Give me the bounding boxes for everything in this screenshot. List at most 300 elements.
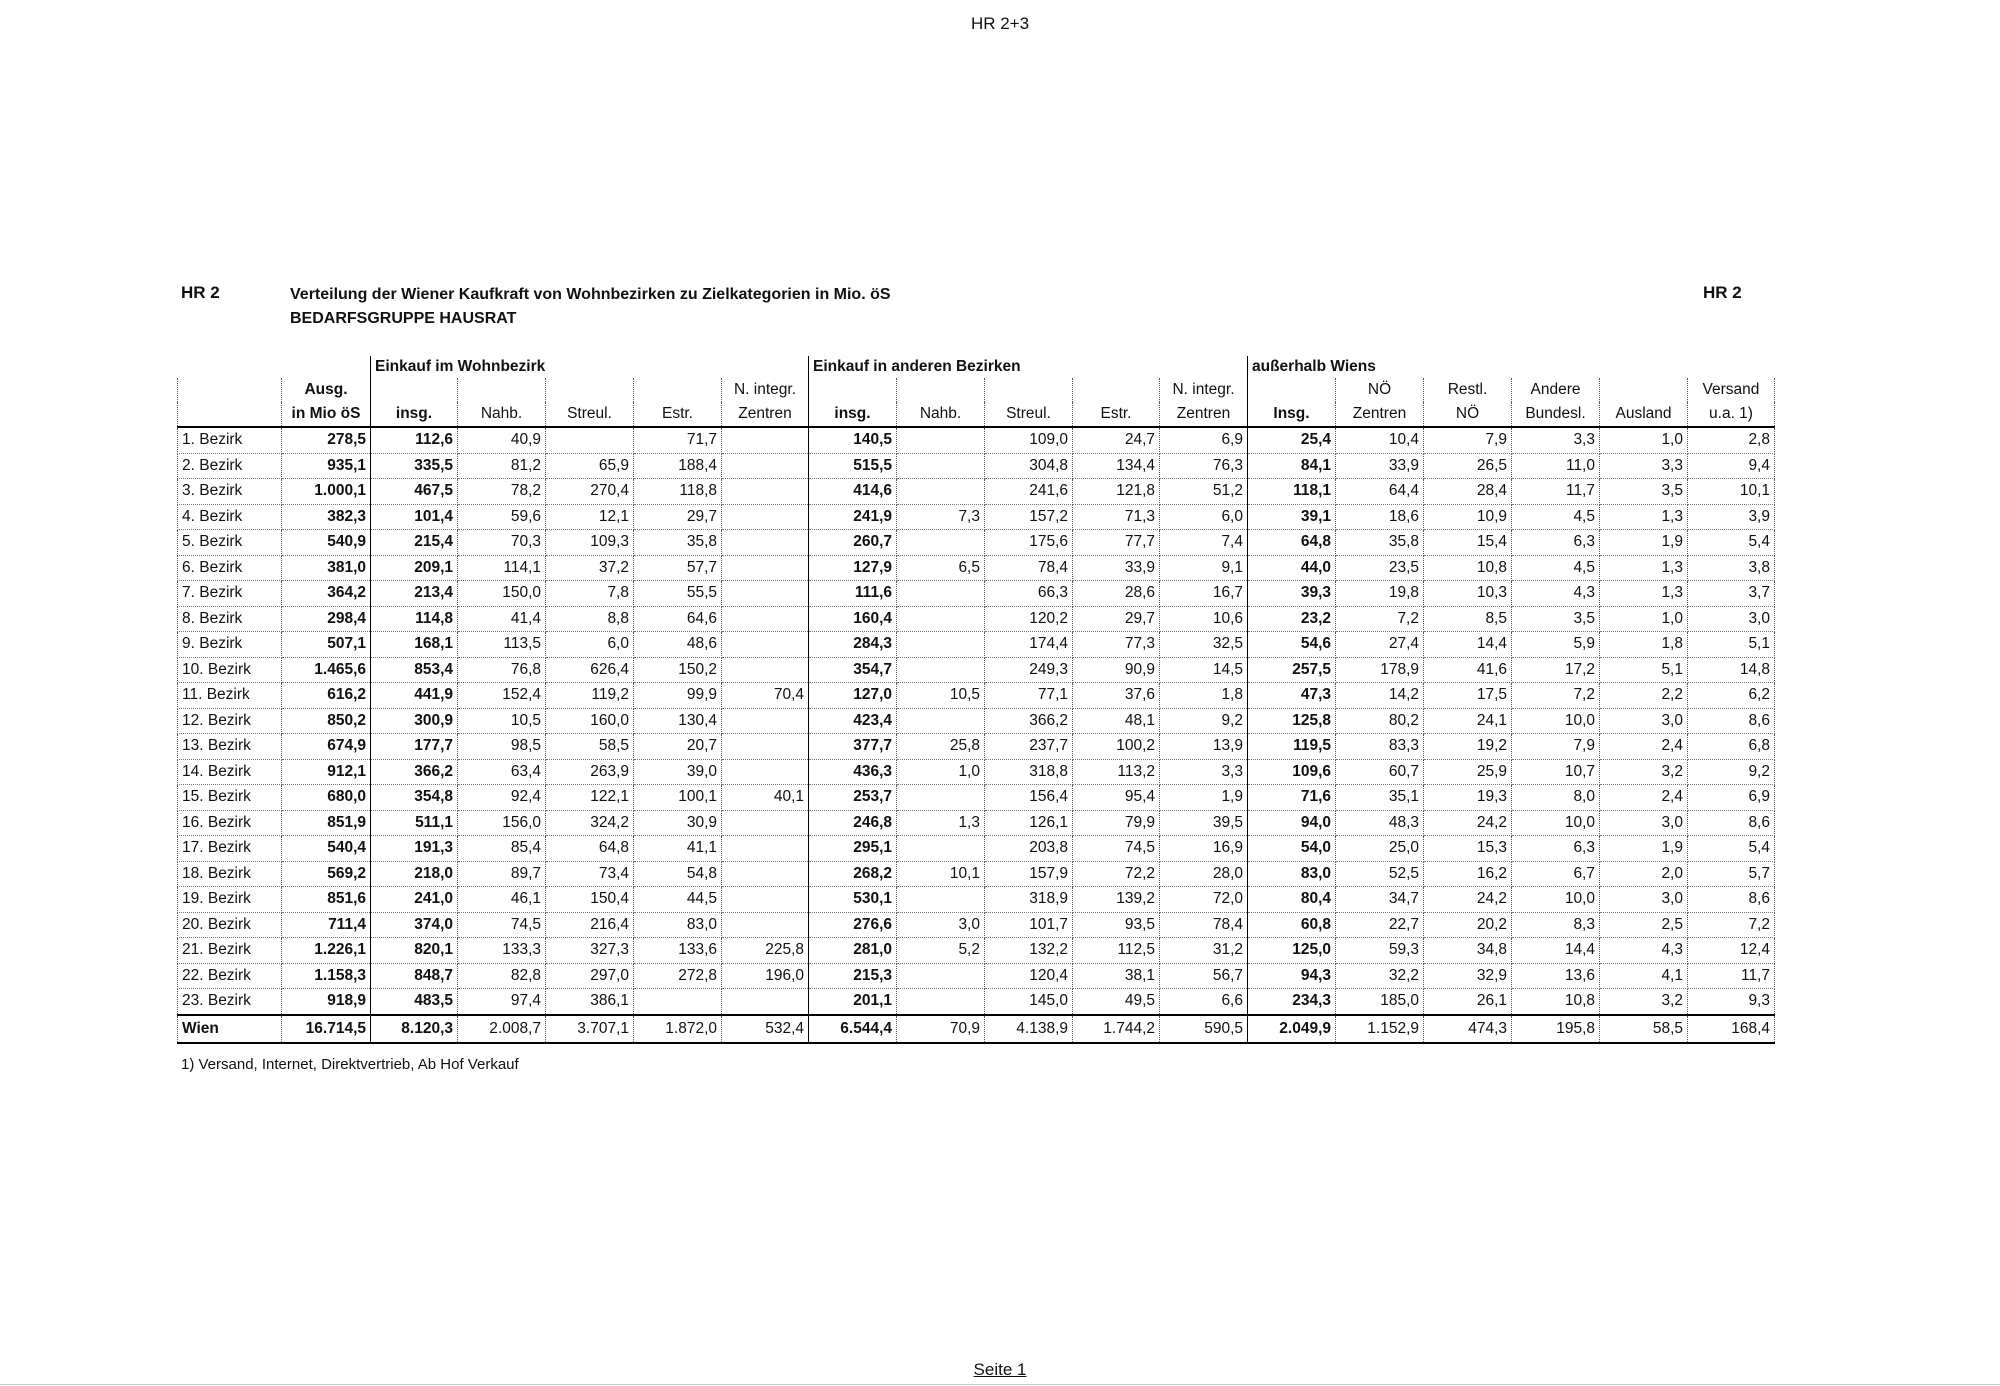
table-cell: 386,1 <box>546 989 634 1015</box>
table-cell: 59,6 <box>458 504 546 530</box>
table-cell: 284,3 <box>809 632 897 658</box>
table-cell: 354,7 <box>809 657 897 683</box>
table-cell: 185,0 <box>1336 989 1424 1015</box>
kaufkraft-table <box>177 356 1775 1044</box>
table-cell: 101,4 <box>371 504 458 530</box>
table-cell: 23,5 <box>1336 555 1424 581</box>
table-cell: 11,7 <box>1512 479 1600 505</box>
table-row <box>178 734 1775 760</box>
page-number-label: Seite 1 <box>973 1360 1027 1379</box>
column-header-cell: Estr. <box>1073 402 1160 427</box>
table-cell: 2,8 <box>1688 427 1775 453</box>
table-cell <box>722 708 809 734</box>
table-cell: 44,5 <box>634 887 722 913</box>
table-cell: 39,0 <box>634 759 722 785</box>
table-cell: 48,3 <box>1336 810 1424 836</box>
table-cell: 441,9 <box>371 683 458 709</box>
table-cell: 191,3 <box>371 836 458 862</box>
table-cell: 19,8 <box>1336 581 1424 607</box>
table-cell: 26,5 <box>1424 453 1512 479</box>
column-header-cell: Ausg. <box>282 378 371 402</box>
table-cell: 335,5 <box>371 453 458 479</box>
table-cell: 10,6 <box>1160 606 1248 632</box>
table-cell: 17,2 <box>1512 657 1600 683</box>
table-cell: 30,9 <box>634 810 722 836</box>
table-cell: 213,4 <box>371 581 458 607</box>
table-cell: 71,7 <box>634 427 722 453</box>
table-cell: 71,6 <box>1248 785 1336 811</box>
table-row <box>178 989 1775 1015</box>
table-cell: 4,1 <box>1600 963 1688 989</box>
table-cell <box>897 427 985 453</box>
table-row <box>178 785 1775 811</box>
table-cell: 48,6 <box>634 632 722 658</box>
table-cell <box>722 912 809 938</box>
district-name-cell: 20. Bezirk <box>178 912 282 938</box>
table-cell: 515,5 <box>809 453 897 479</box>
table-cell: 188,4 <box>634 453 722 479</box>
table-cell: 122,1 <box>546 785 634 811</box>
table-cell: 1,8 <box>1600 632 1688 658</box>
table-cell: 2,4 <box>1600 734 1688 760</box>
total-cell: 195,8 <box>1512 1015 1600 1043</box>
table-cell: 6,8 <box>1688 734 1775 760</box>
table-cell: 1.000,1 <box>282 479 371 505</box>
column-header-row-top <box>178 378 1775 402</box>
table-cell: 8,6 <box>1688 810 1775 836</box>
table-cell: 80,2 <box>1336 708 1424 734</box>
table-row <box>178 963 1775 989</box>
table-cell: 3,0 <box>1600 810 1688 836</box>
table-cell: 33,9 <box>1073 555 1160 581</box>
table-cell <box>897 836 985 862</box>
table-cell: 241,6 <box>985 479 1073 505</box>
table-cell: 28,0 <box>1160 861 1248 887</box>
table-cell: 133,3 <box>458 938 546 964</box>
table-cell: 25,4 <box>1248 427 1336 453</box>
table-cell: 109,0 <box>985 427 1073 453</box>
table-cell: 70,4 <box>722 683 809 709</box>
total-row <box>178 1015 1775 1043</box>
table-cell: 34,8 <box>1424 938 1512 964</box>
table-cell: 257,5 <box>1248 657 1336 683</box>
table-cell <box>722 632 809 658</box>
total-cell: 3.707,1 <box>546 1015 634 1043</box>
footnote: 1) Versand, Internet, Direktvertrieb, Ab Hof Verkauf <box>181 1056 519 1073</box>
table-cell: 298,4 <box>282 606 371 632</box>
table-cell: 5,7 <box>1688 861 1775 887</box>
table-cell: 79,9 <box>1073 810 1160 836</box>
table-row <box>178 657 1775 683</box>
table-cell: 374,0 <box>371 912 458 938</box>
table-cell <box>897 606 985 632</box>
table-cell: 215,4 <box>371 530 458 556</box>
table-cell: 85,4 <box>458 836 546 862</box>
table-cell: 327,3 <box>546 938 634 964</box>
table-cell: 364,2 <box>282 581 371 607</box>
table-cell <box>897 453 985 479</box>
column-header-cell: NÖ <box>1424 402 1512 427</box>
table-cell: 100,2 <box>1073 734 1160 760</box>
district-name-cell: 7. Bezirk <box>178 581 282 607</box>
table-cell: 109,3 <box>546 530 634 556</box>
table-cell: 15,3 <box>1424 836 1512 862</box>
group-header-blank <box>282 356 371 378</box>
table-cell: 507,1 <box>282 632 371 658</box>
table-cell <box>722 759 809 785</box>
table-cell: 7,4 <box>1160 530 1248 556</box>
table-cell: 281,0 <box>809 938 897 964</box>
table-cell <box>722 861 809 887</box>
table-cell <box>722 555 809 581</box>
table-cell: 77,1 <box>985 683 1073 709</box>
table-row <box>178 887 1775 913</box>
table-cell: 14,2 <box>1336 683 1424 709</box>
table-cell: 711,4 <box>282 912 371 938</box>
table-cell <box>897 887 985 913</box>
column-header-cell: in Mio öS <box>282 402 371 427</box>
table-cell: 16,9 <box>1160 836 1248 862</box>
table-cell: 218,0 <box>371 861 458 887</box>
table-cell: 1,3 <box>1600 581 1688 607</box>
table-cell: 71,3 <box>1073 504 1160 530</box>
table-cell: 8,6 <box>1688 708 1775 734</box>
table-cell: 253,7 <box>809 785 897 811</box>
table-cell <box>722 810 809 836</box>
district-name-cell: 23. Bezirk <box>178 989 282 1015</box>
table-cell <box>722 427 809 453</box>
district-name-cell: 22. Bezirk <box>178 963 282 989</box>
column-header-cell: Bundesl. <box>1512 402 1600 427</box>
district-name-cell: 6. Bezirk <box>178 555 282 581</box>
table-cell: 39,5 <box>1160 810 1248 836</box>
table-cell: 92,4 <box>458 785 546 811</box>
table-cell: 6,9 <box>1688 785 1775 811</box>
table-cell: 851,6 <box>282 887 371 913</box>
table-row <box>178 861 1775 887</box>
table-cell <box>897 963 985 989</box>
table-cell: 7,8 <box>546 581 634 607</box>
column-header-cell <box>458 378 546 402</box>
column-header-cell: insg. <box>809 402 897 427</box>
table-cell: 1.158,3 <box>282 963 371 989</box>
district-name-cell: 21. Bezirk <box>178 938 282 964</box>
table-cell: 7,9 <box>1424 427 1512 453</box>
table-cell: 64,6 <box>634 606 722 632</box>
table-cell: 28,6 <box>1073 581 1160 607</box>
total-cell: 1.152,9 <box>1336 1015 1424 1043</box>
table-cell: 304,8 <box>985 453 1073 479</box>
table-cell: 20,2 <box>1424 912 1512 938</box>
table-cell: 56,7 <box>1160 963 1248 989</box>
district-name-cell: 9. Bezirk <box>178 632 282 658</box>
table-cell: 203,8 <box>985 836 1073 862</box>
column-header-cell: insg. <box>371 402 458 427</box>
table-cell: 1,3 <box>1600 504 1688 530</box>
table-cell: 483,5 <box>371 989 458 1015</box>
table-row <box>178 427 1775 453</box>
table-cell <box>722 887 809 913</box>
table-cell: 41,1 <box>634 836 722 862</box>
table-cell: 19,2 <box>1424 734 1512 760</box>
table-cell: 74,5 <box>458 912 546 938</box>
column-header-cell: N. integr. <box>1160 378 1248 402</box>
hr-label-left: HR 2 <box>181 283 220 302</box>
table-cell: 1,9 <box>1160 785 1248 811</box>
table-cell: 9,1 <box>1160 555 1248 581</box>
table-cell: 33,9 <box>1336 453 1424 479</box>
table-cell: 17,5 <box>1424 683 1512 709</box>
table-cell: 77,3 <box>1073 632 1160 658</box>
table-cell: 64,8 <box>1248 530 1336 556</box>
table-cell: 10,1 <box>897 861 985 887</box>
table-cell: 935,1 <box>282 453 371 479</box>
table-cell <box>722 581 809 607</box>
total-cell: 16.714,5 <box>282 1015 371 1043</box>
table-cell: 853,4 <box>371 657 458 683</box>
table-cell: 114,8 <box>371 606 458 632</box>
table-cell: 3,5 <box>1512 606 1600 632</box>
table-cell: 272,8 <box>634 963 722 989</box>
total-cell: 1.872,0 <box>634 1015 722 1043</box>
table-cell: 8,5 <box>1424 606 1512 632</box>
table-cell: 65,9 <box>546 453 634 479</box>
table-cell: 5,2 <box>897 938 985 964</box>
table-cell: 6,2 <box>1688 683 1775 709</box>
table-cell: 9,2 <box>1160 708 1248 734</box>
table-cell: 467,5 <box>371 479 458 505</box>
table-cell: 178,9 <box>1336 657 1424 683</box>
table-cell: 626,4 <box>546 657 634 683</box>
column-header-cell: Zentren <box>1336 402 1424 427</box>
table-cell: 1.226,1 <box>282 938 371 964</box>
table-cell: 100,1 <box>634 785 722 811</box>
table-cell: 10,0 <box>1512 887 1600 913</box>
table-cell: 126,1 <box>985 810 1073 836</box>
total-cell: 2.049,9 <box>1248 1015 1336 1043</box>
table-cell: 156,4 <box>985 785 1073 811</box>
table-row <box>178 530 1775 556</box>
table-cell <box>897 632 985 658</box>
table-cell <box>897 530 985 556</box>
table-row <box>178 555 1775 581</box>
table-cell: 83,0 <box>1248 861 1336 887</box>
table-cell: 5,4 <box>1688 530 1775 556</box>
table-cell: 19,3 <box>1424 785 1512 811</box>
table-cell: 278,5 <box>282 427 371 453</box>
table-cell: 77,7 <box>1073 530 1160 556</box>
table-cell <box>897 657 985 683</box>
table-cell: 4,5 <box>1512 555 1600 581</box>
table-cell <box>722 606 809 632</box>
table-cell: 119,5 <box>1248 734 1336 760</box>
table-cell: 52,5 <box>1336 861 1424 887</box>
table-cell: 99,9 <box>634 683 722 709</box>
table-cell: 32,2 <box>1336 963 1424 989</box>
table-cell: 97,4 <box>458 989 546 1015</box>
table-cell: 118,8 <box>634 479 722 505</box>
column-header-cell: Zentren <box>1160 402 1248 427</box>
table-cell: 10,1 <box>1688 479 1775 505</box>
column-header-cell: Nahb. <box>897 402 985 427</box>
column-header-cell: Ausland <box>1600 402 1688 427</box>
column-header-row-bottom <box>178 402 1775 427</box>
table-cell: 177,7 <box>371 734 458 760</box>
total-cell: 58,5 <box>1600 1015 1688 1043</box>
total-cell: 1.744,2 <box>1073 1015 1160 1043</box>
table-cell <box>897 581 985 607</box>
column-header-cell <box>371 378 458 402</box>
table-cell: 118,1 <box>1248 479 1336 505</box>
table-cell: 26,1 <box>1424 989 1512 1015</box>
total-label-cell: Wien <box>178 1015 282 1043</box>
table-cell: 680,0 <box>282 785 371 811</box>
district-name-cell: 8. Bezirk <box>178 606 282 632</box>
table-cell: 10,3 <box>1424 581 1512 607</box>
table-cell: 24,2 <box>1424 887 1512 913</box>
table-cell: 37,6 <box>1073 683 1160 709</box>
table-cell: 297,0 <box>546 963 634 989</box>
table-cell: 540,9 <box>282 530 371 556</box>
table-cell: 237,7 <box>985 734 1073 760</box>
table-cell: 29,7 <box>634 504 722 530</box>
table-cell: 38,1 <box>1073 963 1160 989</box>
table-cell: 7,9 <box>1512 734 1600 760</box>
table-cell: 241,9 <box>809 504 897 530</box>
table-row <box>178 606 1775 632</box>
table-cell: 3,9 <box>1688 504 1775 530</box>
table-cell: 70,3 <box>458 530 546 556</box>
table-cell: 246,8 <box>809 810 897 836</box>
table-cell: 139,2 <box>1073 887 1160 913</box>
table-cell: 2,2 <box>1600 683 1688 709</box>
table-cell: 13,9 <box>1160 734 1248 760</box>
table-cell: 44,0 <box>1248 555 1336 581</box>
table-cell: 6,0 <box>1160 504 1248 530</box>
district-name-cell: 10. Bezirk <box>178 657 282 683</box>
table-cell: 1,3 <box>1600 555 1688 581</box>
table-cell: 89,7 <box>458 861 546 887</box>
table-cell: 10,7 <box>1512 759 1600 785</box>
table-cell: 918,9 <box>282 989 371 1015</box>
table-cell: 196,0 <box>722 963 809 989</box>
table-cell: 241,0 <box>371 887 458 913</box>
table-cell: 15,4 <box>1424 530 1512 556</box>
table-cell <box>897 785 985 811</box>
total-cell: 474,3 <box>1424 1015 1512 1043</box>
table-cell: 276,6 <box>809 912 897 938</box>
table-cell: 5,4 <box>1688 836 1775 862</box>
table-cell: 6,3 <box>1512 836 1600 862</box>
table-cell: 569,2 <box>282 861 371 887</box>
table-cell: 132,2 <box>985 938 1073 964</box>
table-cell: 318,9 <box>985 887 1073 913</box>
column-header-cell <box>1073 378 1160 402</box>
table-cell: 5,1 <box>1600 657 1688 683</box>
table-cell: 145,0 <box>985 989 1073 1015</box>
table-cell: 7,2 <box>1512 683 1600 709</box>
table-cell: 63,4 <box>458 759 546 785</box>
table-cell: 74,5 <box>1073 836 1160 862</box>
district-name-cell: 4. Bezirk <box>178 504 282 530</box>
table-cell: 2,5 <box>1600 912 1688 938</box>
group-header-andere: Einkauf in anderen Bezirken <box>809 356 1248 378</box>
district-name-cell: 3. Bezirk <box>178 479 282 505</box>
table-cell: 3,7 <box>1688 581 1775 607</box>
total-cell: 168,4 <box>1688 1015 1775 1043</box>
column-header-cell: Andere <box>1512 378 1600 402</box>
total-cell: 70,9 <box>897 1015 985 1043</box>
table-cell: 2,0 <box>1600 861 1688 887</box>
table-cell: 66,3 <box>985 581 1073 607</box>
table-cell: 84,1 <box>1248 453 1336 479</box>
table-cell: 31,2 <box>1160 938 1248 964</box>
district-name-cell: 17. Bezirk <box>178 836 282 862</box>
table-cell: 83,0 <box>634 912 722 938</box>
table-cell: 60,8 <box>1248 912 1336 938</box>
table-cell: 10,8 <box>1512 989 1600 1015</box>
column-header-cell: Estr. <box>634 402 722 427</box>
table-cell: 850,2 <box>282 708 371 734</box>
table-cell: 263,9 <box>546 759 634 785</box>
table-cell: 58,5 <box>546 734 634 760</box>
title-line-1: Verteilung der Wiener Kaufkraft von Wohnbezirken zu Zielkategorien in Mio. öS <box>290 286 891 303</box>
table-cell: 9,4 <box>1688 453 1775 479</box>
table-cell: 40,1 <box>722 785 809 811</box>
table-cell: 300,9 <box>371 708 458 734</box>
table-cell <box>897 479 985 505</box>
table-cell: 32,9 <box>1424 963 1512 989</box>
district-name-cell: 19. Bezirk <box>178 887 282 913</box>
table-cell: 13,6 <box>1512 963 1600 989</box>
table-cell: 4,5 <box>1512 504 1600 530</box>
table-cell: 27,4 <box>1336 632 1424 658</box>
table-cell: 76,8 <box>458 657 546 683</box>
table-cell: 11,7 <box>1688 963 1775 989</box>
table-cell: 511,1 <box>371 810 458 836</box>
table-cell: 209,1 <box>371 555 458 581</box>
table-title <box>290 283 891 331</box>
table-cell: 4,3 <box>1600 938 1688 964</box>
table-cell: 10,5 <box>458 708 546 734</box>
title-line-2: BEDARFSGRUPPE HAUSRAT <box>290 310 517 327</box>
table-cell: 95,4 <box>1073 785 1160 811</box>
table-cell: 5,1 <box>1688 632 1775 658</box>
table-cell: 381,0 <box>282 555 371 581</box>
hr-label-right: HR 2 <box>1703 283 1742 302</box>
table-cell: 160,0 <box>546 708 634 734</box>
table-cell: 130,4 <box>634 708 722 734</box>
table-cell: 98,5 <box>458 734 546 760</box>
column-header-cell: Insg. <box>1248 402 1336 427</box>
table-cell: 156,0 <box>458 810 546 836</box>
district-name-cell: 12. Bezirk <box>178 708 282 734</box>
column-header-cell: Restl. <box>1424 378 1512 402</box>
table-cell: 112,6 <box>371 427 458 453</box>
column-header-cell: Nahb. <box>458 402 546 427</box>
column-header-cell <box>178 378 282 402</box>
total-cell: 2.008,7 <box>458 1015 546 1043</box>
table-cell: 49,5 <box>1073 989 1160 1015</box>
table-row <box>178 759 1775 785</box>
table-cell: 354,8 <box>371 785 458 811</box>
table-row <box>178 504 1775 530</box>
total-cell: 6.544,4 <box>809 1015 897 1043</box>
table-cell: 24,1 <box>1424 708 1512 734</box>
table-cell: 851,9 <box>282 810 371 836</box>
table-cell: 120,2 <box>985 606 1073 632</box>
table-cell: 1,0 <box>1600 606 1688 632</box>
